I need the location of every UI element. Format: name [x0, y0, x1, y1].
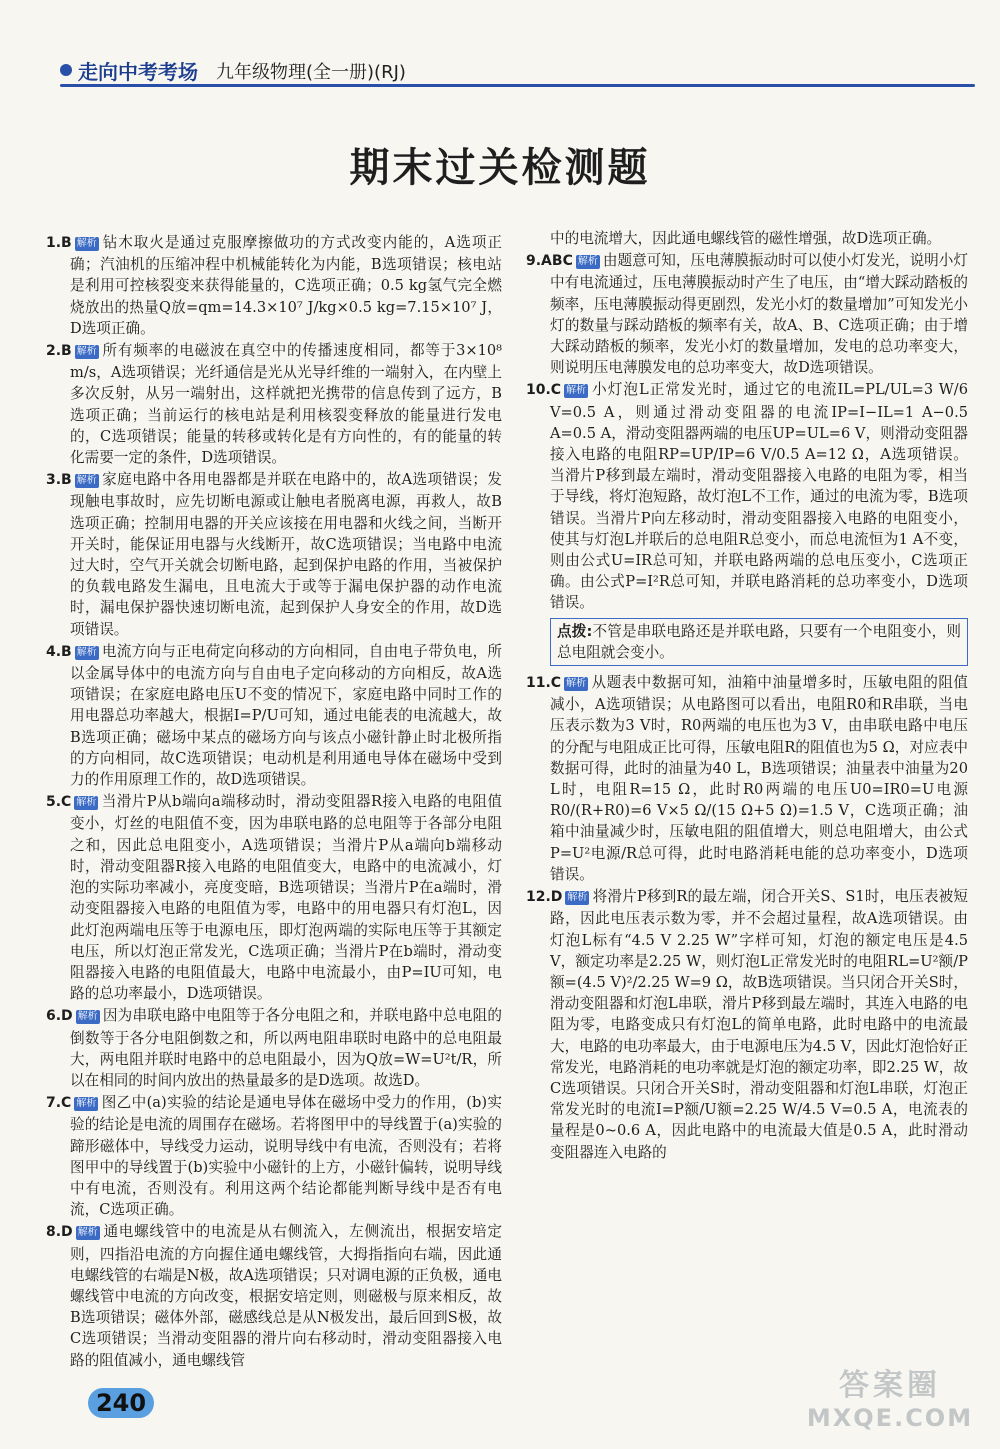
answer-text: 图乙中(a)实验的结论是通电导体在磁场中受力的作用，(b)实验的结论是电流的周围存在磁场。若将图甲中的导线置于(a)实验的蹄形磁体中，导线受力运动，说明导线中有电流，否则没有；若将图甲中的导线置于(b)实验中小磁针的上方，小磁针偏转，说明导线中有电流，否则没有。利用这两个结论都能判断导线中是否有电流，C选项正确。 — [70, 1094, 502, 1219]
watermark-en: MXQE.COM — [806, 1404, 974, 1432]
analysis-tag: 解析 — [76, 238, 97, 249]
answer-item — [526, 672, 968, 885]
answer-text: 从题表中数据可知，油箱中油量增多时，压敏电阻的阻值减小，A选项错误；从电路图可以看出，电阻R0和R串联，当电压表示数为3 V时，R0两端的电压也为3 V，由串联电路中电压的分配与电阻成正比可得，压敏电阻R的阻值也为5 Ω，对应表中数据可得，此时的油量为40 L，B选项错误；油量表中油量为20 L时，电阻R=15 Ω，此时R0两端的电压U0=IR0=U电源R0/(R+R0)=6 V×5 Ω/(15 Ω+5 Ω)=1.5 V，C选项正确；油箱中油量减少时，压敏电阻的阻值增大，则总电阻增大，由公式P=U²电源/R总可得，此时电路消耗电能的总功率变小，D选项错误。 — [550, 674, 968, 883]
answer-text: 小灯泡L正常发光时，通过它的电流IL=PL/UL=3 W/6 V=0.5 A，则通过滑动变阻器的电流IP=I−IL=1 A−0.5 A=0.5 A，滑动变阻器两端的电压UP=UL=6 V，则滑动变阻器接入电路的电阻RP=UP/IP=6 V/0.5 A=12 Ω，A选项错误。当滑片P移到最左端时，滑动变阻器接入电路的电阻为零，相当于导线，将灯泡短路，故灯泡L不工作，通过的电流为零，B选项错误。当滑片P向左移动时，滑动变阻器接入电路的电阻变小，使其与灯泡L并联后的总电阻R总变小，而总电流恒为1 A不变，则由公式U=IR总可知，并联电路两端的总电压变小，C选项正确。由公式P=I²R总可知，并联电路消耗的总功率变小，D选项错误。 — [550, 381, 968, 612]
answer-number: 8.D — [46, 1224, 73, 1241]
analysis-tag: 解析 — [76, 1098, 97, 1110]
answer-text: 中的电流增大，因此通电螺线管的磁性增强，故D选项正确。 — [550, 230, 942, 247]
analysis-tag: 解析 — [76, 346, 97, 358]
answer-item — [46, 340, 502, 468]
analysis-tag: 解析 — [76, 646, 97, 658]
left-column — [46, 232, 502, 1372]
answer-text: 将滑片P移到R的最左端，闭合开关S、S1时，电压表被短路，因此电压表示数为零，并不会超过量程，故A选项错误。由灯泡L标有“4.5 V 2.25 W”字样可知，灯泡的额定电压是4.5 V，额定功率是2.25 W，则灯泡L正常发光时的电阻RL=U²额/P额=(4.5 V)²/2.25 W=9 Ω，故B选项错误。当只闭合开关S时，滑动变阻器和灯泡L串联，滑片P移到最左端时，其连入电路的电阻为零，电路变成只有灯泡L的简单电路，此时电路中的电流最大，电路的电功率最大，由于电源电压为4.5 V，因此灯泡恰好正常发光，电路消耗的电功率就是灯泡的额定功率，即2.25 W，故C选项错误。只闭合开关S时，滑动变阻器和灯泡L串联，灯泡正常发光时的电流I=P额/U额=2.25 W/4.5 V=0.5 A，电流表的量程是0~0.6 A，因此电路中的电流最大值是0.5 A，此时滑动变阻器连入电路的 — [550, 888, 968, 1161]
answer-item — [526, 886, 968, 1163]
bullet-icon — [60, 64, 72, 76]
book-title: 九年级物理(全一册)(RJ) — [216, 62, 406, 83]
analysis-tag: 解析 — [77, 1011, 98, 1023]
answer-text: 通电螺线管中的电流是从右侧流入，左侧流出，根据安培定则，四指沿电流的方向握住通电螺线管，大拇指指向右端，因此通电螺线管的右端是N极，故A选项错误；只对调电源的正负极，通电螺线管中电流的方向改变，根据安培定则，则磁极与原来相反，故B选项错误；磁体外部，磁感线总是从N极发出，最后回到S极，故C选项错误；当滑动变阻器的滑片向右移动时，滑动变阻器接入电路的阻值减小，通电螺线管 — [70, 1223, 502, 1369]
answer-number: 2.B — [46, 343, 72, 360]
analysis-tag: 解析 — [566, 678, 587, 690]
answer-text: 钻木取火是通过克服摩擦做功的方式改变内能的，A选项正确；汽油机的压缩冲程中机械能转化为内能，B选项错误；核电站是利用可控核裂变来获得能量的，C选项正确；0.5 kg氢气完全燃烧放出的热量Q放=qm=14.3×10⁷ J/kg×0.5 kg=7.15×10⁷ J，D选项正确。 — [70, 234, 502, 337]
answer-text: 当滑片P从b端向a端移动时，滑动变阻器R接入电路的电阻值变小，灯丝的电阻值不变，因为串联电路的总电阻等于各部分电阻之和，因此总电阻变小，A选项错误；当滑片P从a端向b端移动时，滑动变阻器R接入电路的电阻值变大，电路中的电流减小，灯泡的实际功率减小，亮度变暗，B选项错误；当滑片P在a端时，滑动变阻器接入电路的电阻值为零，电路中的用电器只有灯泡L，因此灯泡两端电压等于电源电压，即灯泡两端的实际电压等于其额定电压，所以灯泡正常发光，C选项正确；当滑片P在b端时，滑动变阻器接入电路的电阻值最大，电路中电流最小，由P=IU可知，电路的总功率最小，D选项错误。 — [70, 793, 502, 1003]
analysis-tag: 解析 — [567, 892, 588, 904]
answer-item — [526, 250, 968, 378]
analysis-tag: 解析 — [76, 475, 97, 487]
tip-box — [550, 618, 968, 666]
header-rule — [60, 84, 975, 87]
answer-item — [46, 1005, 502, 1091]
answer-item — [46, 1092, 502, 1220]
answer-number: 7.C — [46, 1095, 72, 1112]
answer-text: 由题意可知，压电薄膜振动时可以使小灯发光，说明小灯中有电流通过，压电薄膜振动时产生了电压，由“增大踩动踏板的频率，压电薄膜振动得更剧烈，发光小灯的数量增加”可知发光小灯的数量与踩动踏板的频率有关，故A、B、C选项正确；由于增大踩动踏板的频率，发光小灯的数量增加，发电的总功率变大，则说明压电薄膜发电的总功率变大，故D选项错误。 — [550, 252, 968, 377]
answer-text: 家庭电路中各用电器都是并联在电路中的，故A选项错误；发现触电事故时，应先切断电源或让触电者脱离电源，再救人，故B选项正确；控制用电器的开关应该接在用电器和火线之间，当断开开关时，能保证用电器与火线断开，故C选项错误；当电路中电流过大时，空气开关就会切断电路，起到保护电路的作用，当被保护的负载电路发生漏电，且电流大于或等于漏电保护器的动作电流时，漏电保护器快速切断电流，起到保护人身安全的作用，故D选项错误。 — [70, 471, 502, 638]
tip-text: 不管是串联电路还是并联电路，只要有一个电阻变小，则总电阻就会变小。 — [557, 622, 961, 661]
answer-number: 3.B — [46, 472, 72, 489]
answer-number: 1.B — [46, 235, 72, 251]
answer-item — [46, 641, 502, 790]
answer-item — [46, 791, 502, 1004]
page-number: 240 — [88, 1388, 154, 1418]
answer-item — [46, 469, 502, 640]
series-brand: 走向中考考场 — [78, 60, 198, 84]
answer-text: 因为串联电路中电阻等于各分电阻之和，并联电路中总电阻的倒数等于各分电阻倒数之和，所以两电阻串联时电路中的总电阻最大，两电阻并联时电路中的总电阻最小，因为Q放=W=U²t/R，所以在相同的时间内放出的热量最多的是D选项。故选D。 — [70, 1007, 502, 1089]
answer-number: 5.C — [46, 794, 72, 811]
answer-number: 12.D — [526, 889, 563, 906]
analysis-tag: 解析 — [577, 256, 598, 268]
analysis-tag: 解析 — [76, 797, 97, 809]
answer-item — [46, 1221, 502, 1370]
answer-number: 4.B — [46, 643, 72, 660]
analysis-tag: 解析 — [77, 1227, 98, 1239]
answer-item — [526, 379, 968, 613]
analysis-tag: 解析 — [566, 385, 587, 397]
page-header — [0, 54, 1000, 94]
answer-text: 所有频率的电磁波在真空中的传播速度相同，都等于3×10⁸ m/s，A选项错误；光纤通信是光从光导纤维的一端射入，在内壁上多次反射，从另一端射出，这样就把光携带的信息传到了远方，B选项正确；当前运行的核电站是利用核裂变释放的能量进行发电的，C选项错误；能量的转移或转化是有方向性的，有的能量的转化需要一定的条件，D选项错误。 — [70, 342, 502, 467]
page-title: 期末过关检测题 — [349, 145, 651, 191]
answer-item — [46, 232, 502, 339]
watermark-cn: 答案圈 — [839, 1368, 941, 1403]
answer-number: 10.C — [526, 382, 562, 399]
answer-number: 11.C — [526, 675, 562, 692]
answer-item — [526, 228, 968, 249]
right-column — [526, 228, 968, 1164]
tip-label: 点拨: — [557, 622, 593, 640]
answer-number: 6.D — [46, 1008, 73, 1025]
answer-text: 电流方向与正电荷定向移动的方向相同，自由电子带负电，所以金属导体中的电流方向与自由电子定向移动的方向相反，故A选项错误；在家庭电路电压U不变的情况下，家庭电路中同时工作的用电器总功率越大，根据I=P/U可知，通过电能表的电流越大，故B选项正确；磁场中某点的磁场方向与该点小磁针静止时北极所指的方向相同，故C选项错误；电动机是利用通电导体在磁场中受到力的作用原理工作的，故D选项错误。 — [70, 642, 502, 789]
watermark — [800, 1360, 980, 1444]
answer-number: 9.ABC — [526, 253, 573, 270]
